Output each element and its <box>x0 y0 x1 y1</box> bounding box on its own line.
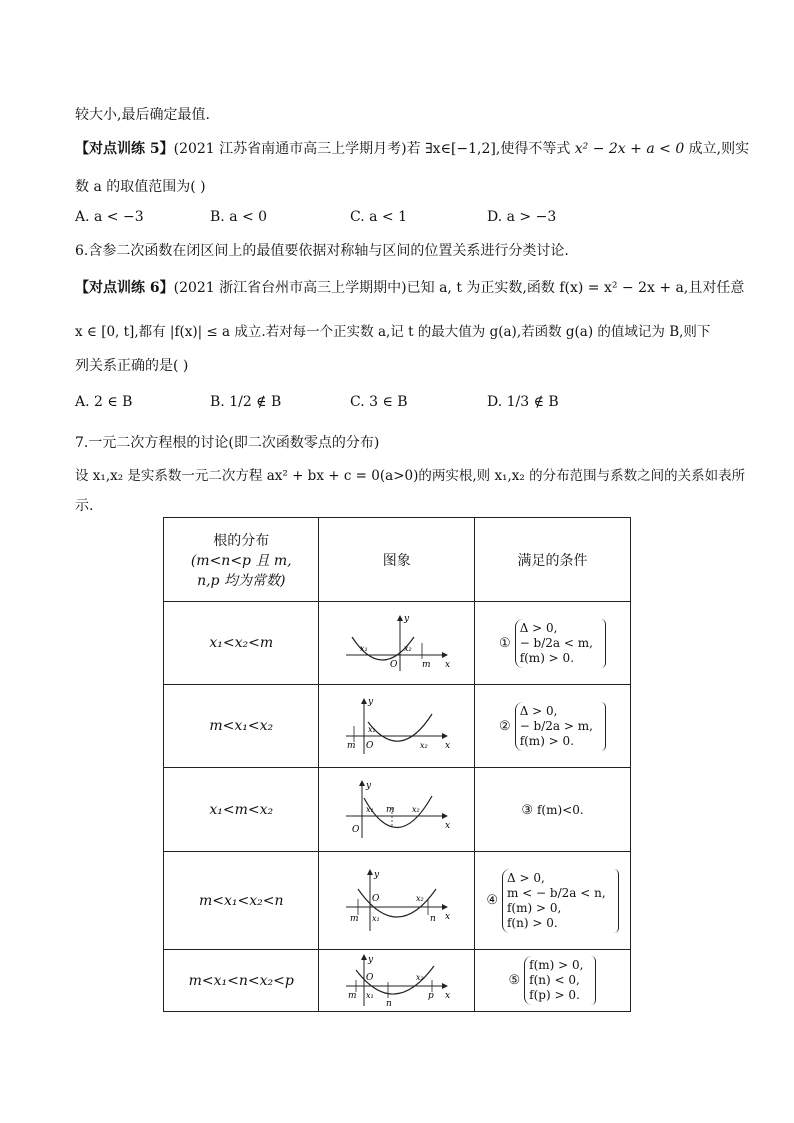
row-5-conditions <box>474 950 630 1012</box>
header-line-1: 根的分布 <box>213 532 270 549</box>
section-7-heading: 7.一元二次方程根的讨论(即二次函数零点的分布) <box>75 435 380 451</box>
x2-label: x₂ <box>403 644 412 653</box>
training-6-line-1 <box>75 277 744 297</box>
row-2-conditions <box>474 685 630 768</box>
header-line-2: (m<n<p 且 m, <box>190 552 292 569</box>
table-row <box>164 685 631 768</box>
x1-label: x₁ <box>371 913 380 923</box>
row-1-conditions <box>474 602 630 685</box>
y-axis-label: y <box>373 869 379 880</box>
row-5-condition-brace <box>524 956 587 1005</box>
x-axis-label: x <box>444 990 450 1001</box>
x1-label: x₁ <box>359 644 368 653</box>
x-axis-label: x <box>444 741 450 751</box>
row-4-cond-2: m < − b/2a < n, <box>506 885 606 900</box>
row-3-parabola-graph <box>342 780 452 840</box>
row-1-parabola-graph <box>342 613 452 673</box>
header-graph: 图象 <box>319 518 475 602</box>
paragraph-1: 较大小,最后确定最值. <box>75 107 210 123</box>
training-5-option-c[interactable]: C. a < 1 <box>350 209 407 225</box>
row-4-distribution: m<x₁<x₂<n <box>164 852 319 950</box>
x1-label: x₁ <box>365 804 374 814</box>
row-4-conditions <box>474 852 630 950</box>
training-5-option-a[interactable]: A. a < −3 <box>75 209 144 225</box>
table-header-row <box>164 518 631 602</box>
training-6-option-b[interactable]: B. 1/2 ∉ B <box>210 394 282 410</box>
row-4-parabola-graph <box>342 869 452 933</box>
row-5-cond-1: f(m) > 0, <box>529 958 584 972</box>
row-1-cond-2: − b/2a < m, <box>519 635 593 650</box>
row-1-number: ① <box>499 635 511 651</box>
y-axis-label: y <box>367 697 373 707</box>
row-4-graph <box>319 852 475 950</box>
row-1-cond-3: f(m) > 0. <box>519 650 575 665</box>
x1-label: x₁ <box>367 725 376 734</box>
training-6-q-a: 已知 a, t 为正实数,函数 f(x) = x² − 2x + a,且对任意 <box>406 280 745 296</box>
p-label: p <box>427 990 434 1001</box>
row-2-parabola-graph <box>342 696 452 756</box>
m-label: m <box>421 660 431 670</box>
row-4-condition-brace <box>502 869 610 933</box>
x2-label: x₂ <box>419 741 428 750</box>
training-6-line-3: 列关系正确的是( ) <box>75 358 189 374</box>
y-axis-label: y <box>403 614 409 624</box>
x1-label: x₁ <box>365 990 374 1000</box>
training-6-line-2: x ∈ [0, t],都有 |f(x)| ≤ a 成立.若对每一个正实数 a,记 t 的最大值为 g(a),若函数 g(a) 的值域记为 B,则下 <box>75 324 711 340</box>
row-5-distribution: m<x₁<n<x₂<p <box>164 950 319 1012</box>
y-axis-label: y <box>367 954 373 965</box>
y-axis-label: y <box>365 780 371 791</box>
training-6-option-c[interactable]: C. 3 ∈ B <box>350 394 408 410</box>
root-distribution-table <box>163 517 631 1012</box>
training-6-source: (2021 浙江省台州市高三上学期期中) <box>173 280 407 296</box>
training-5-line-1 <box>75 138 749 158</box>
x2-label: x₂ <box>415 972 424 982</box>
row-4-cond-3: f(m) > 0, <box>506 900 562 915</box>
origin-label: O <box>365 741 374 751</box>
row-3-graph <box>319 768 475 852</box>
row-2-cond-3: f(m) > 0. <box>519 733 575 748</box>
training-5-q-b: 成立,则实 <box>684 141 750 157</box>
x2-label: x₂ <box>411 804 420 814</box>
training-5-option-b[interactable]: B. a < 0 <box>210 209 268 225</box>
row-4-cond-4: f(n) > 0. <box>506 915 558 930</box>
table-row <box>164 852 631 950</box>
header-line-3: n,p 均为常数) <box>197 572 286 589</box>
row-2-condition-brace <box>515 702 597 751</box>
table-row <box>164 602 631 685</box>
section-7-text-cont: 示. <box>75 498 94 514</box>
row-5-number: ⑤ <box>508 973 521 988</box>
row-5-cond-3: f(p) > 0. <box>529 988 580 1002</box>
row-5-parabola-graph <box>342 954 452 1008</box>
row-2-graph <box>319 685 475 768</box>
training-6-option-a[interactable]: A. 2 ∈ B <box>75 394 133 410</box>
origin-label: O <box>389 660 398 670</box>
row-5-cond-2: f(n) < 0, <box>529 973 580 987</box>
training-5-q-a: 若 ∃x∈[−1,2],使得不等式 <box>406 141 575 157</box>
section-6-heading: 6.含参二次函数在闭区间上的最值要依据对称轴与区间的位置关系进行分类讨论. <box>75 243 569 259</box>
origin-label: O <box>351 824 360 835</box>
row-1-distribution: x₁<x₂<m <box>164 602 319 685</box>
table-row <box>164 950 631 1012</box>
row-3-cond-1: f(m)<0. <box>536 803 584 817</box>
row-3-distribution: x₁<m<x₂ <box>164 768 319 852</box>
training-5-tag: 【对点训练 5】 <box>75 141 174 157</box>
row-1-condition-brace <box>515 619 597 668</box>
row-1-graph <box>319 602 475 685</box>
row-2-number: ② <box>499 718 511 734</box>
header-conditions: 满足的条件 <box>474 518 630 602</box>
x2-label: x₂ <box>415 893 424 903</box>
training-5-option-d[interactable]: D. a > −3 <box>487 209 557 225</box>
x-axis-label: x <box>444 820 450 831</box>
row-4-cond-1: Δ > 0, <box>506 870 545 885</box>
row-2-distribution: m<x₁<x₂ <box>164 685 319 768</box>
x-axis-label: x <box>444 660 450 670</box>
row-5-graph <box>319 950 475 1012</box>
row-3-number: ③ <box>521 802 533 818</box>
row-3-conditions <box>474 768 630 852</box>
m-label: m <box>346 741 356 751</box>
section-7-text: 设 x₁,x₂ 是实系数一元二次方程 ax² + bx + c = 0(a>0)的两实根,则 x₁,x₂ 的分布范围与系数之间的关系如表所 <box>75 468 746 484</box>
row-1-cond-1: Δ > 0, <box>519 620 558 635</box>
row-2-cond-2: − b/2a > m, <box>519 718 593 733</box>
x-axis-label: x <box>444 911 450 922</box>
table-row <box>164 768 631 852</box>
training-5-source: (2021 江苏省南通市高三上学期月考) <box>173 141 407 157</box>
training-6-tag: 【对点训练 6】 <box>75 280 174 296</box>
origin-label: O <box>365 972 374 983</box>
m-label: m <box>347 990 357 1001</box>
n-label: n <box>429 913 436 924</box>
training-5-line-2: 数 a 的取值范围为( ) <box>75 179 206 195</box>
origin-label: O <box>371 893 380 904</box>
training-6-option-d[interactable]: D. 1/3 ∉ B <box>487 394 559 410</box>
m-label: m <box>385 804 395 815</box>
n-label: n <box>385 998 392 1008</box>
row-4-number: ④ <box>486 893 498 908</box>
m-label: m <box>349 913 359 924</box>
row-2-cond-1: Δ > 0, <box>519 703 558 718</box>
training-5-expr: x² − 2x + a < 0 <box>574 141 685 157</box>
header-root-distribution <box>164 518 319 602</box>
